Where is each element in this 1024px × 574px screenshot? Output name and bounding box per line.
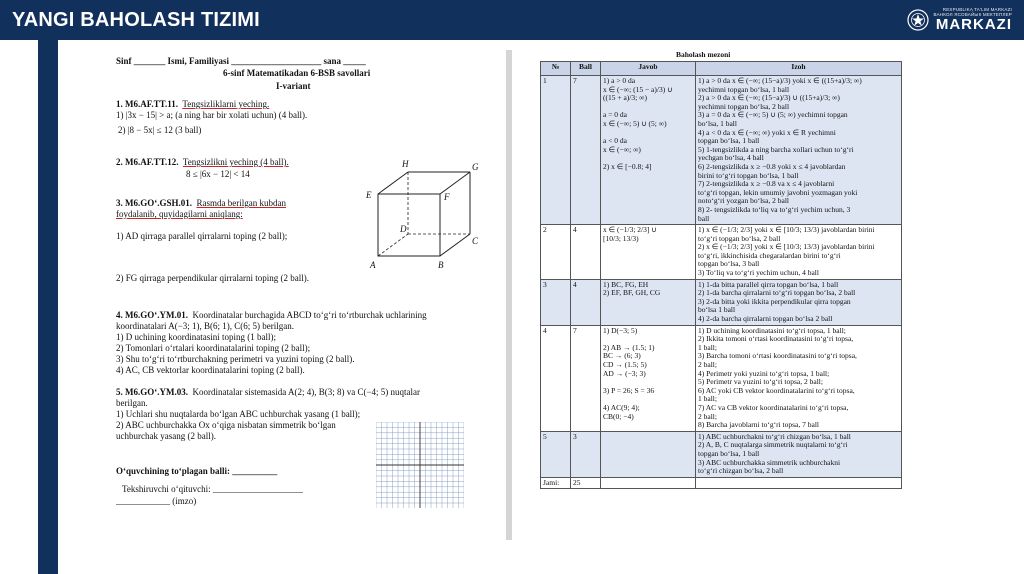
rubric-header-row xyxy=(541,62,902,76)
title-bar xyxy=(0,0,1024,40)
izoh-line: 8) Barcha javoblarni to‘g‘ri topsa, 7 ball xyxy=(698,420,820,430)
javob-line: 3) P = 26; S = 36 xyxy=(603,385,655,395)
cube-label-f: F xyxy=(444,192,450,202)
izoh-line: 1 ball; xyxy=(698,394,717,404)
izoh-line: ball xyxy=(698,213,710,223)
question-4-d: 4) AC, CB vektorlar koordinatalarini toping (2 ball). xyxy=(116,365,305,375)
izoh-line: 7) AC va CB vektor koordinatalarini to‘g‘ri topsa, xyxy=(698,402,849,412)
row-izoh xyxy=(696,325,902,431)
cube-label-h: H xyxy=(402,159,409,169)
izoh-line: topgan bo‘lsa, 1 ball xyxy=(698,448,760,458)
javob-line: 2) x ∈ [−0.8; 4] xyxy=(603,161,652,171)
izoh-line: topgan bo‘lsa, 3 ball xyxy=(698,259,760,269)
row-izoh xyxy=(696,431,902,477)
slide-title: YANGI BAHOLASH TIZIMI xyxy=(12,9,260,31)
izoh-line: to‘g‘ri topgan bo‘lsa, 2 ball xyxy=(698,233,781,243)
izoh-line: 3) ABC uchburchakka simmetrik uchburchakni xyxy=(698,457,841,467)
emblem-icon xyxy=(907,9,929,31)
question-2-heading: 2. M6.AF.TT.12. Tengsizlikni yeching (4 ball). xyxy=(116,157,289,167)
rubric-row xyxy=(541,225,902,280)
question-3-title-2: foydalanib, quyidagilarni aniqlang: xyxy=(116,209,243,219)
izoh-line: 1) 1-da bitta parallel qirra topgan bo‘lsa, 1 ball xyxy=(698,279,839,289)
izoh-line: 1) ABC uchburchakni to‘g‘ri chizgan bo‘lsa, 1 ball xyxy=(698,431,851,441)
izoh-line: 2) a > 0 da x ∈ (−∞; (15−a)/3) ∪ ((15+a)/3; ∞) xyxy=(698,93,840,103)
row-number: 5 xyxy=(541,431,571,477)
izoh-line: 8) 2- tengsizlikda to‘liq va to‘g‘ri yechim uchun, 3 xyxy=(698,204,851,214)
izoh-line: noto‘g‘ri yozgan bo‘lsa, 2 ball xyxy=(698,196,790,206)
row-izoh xyxy=(696,76,902,225)
izoh-line: 4) Perimetr yoki yuzini to‘g‘ri topsa, 1 ball; xyxy=(698,368,830,378)
test-sheet xyxy=(108,48,502,540)
izoh-line: yechgan bo‘lsa, 4 ball xyxy=(698,153,764,163)
row-izoh xyxy=(696,225,902,280)
cube-label-c: C xyxy=(472,236,479,246)
question-5-b2: uchburchak yasang (2 ball). xyxy=(116,431,216,441)
izoh-line: 5) 1-tengsizlikda a ning barcha xollari uchun to‘g‘ri xyxy=(698,144,854,154)
javob-line: 1) BC, FG, EH xyxy=(603,279,649,289)
izoh-line: 1 ball; xyxy=(698,342,717,352)
subject-line: 6-sinf Matematikadan 6-BSB savollari xyxy=(223,68,371,78)
izoh-line: to‘g‘ri chizgan bo‘lsa, 2 ball xyxy=(698,466,784,476)
signature-line: ____________ (imzo) xyxy=(116,496,197,506)
row-javob xyxy=(601,225,696,280)
header-izoh: Izoh xyxy=(696,62,902,76)
row-ball: 7 xyxy=(571,76,601,225)
javob-line: x ∈ (−∞; (15 − a)/3) ∪ xyxy=(603,84,673,94)
header-line: Sinf _______ Ismi, Familiyasi ____________________ sana _____ xyxy=(116,56,366,66)
izoh-line: 2) x ∈ (−1/3; 2/3] yoki x ∈ [10/3; 13/3) javoblardan birini xyxy=(698,242,875,252)
row-ball: 4 xyxy=(571,225,601,280)
brand-subtitle-2: ВАНКОЛ ЯСОВАЙЫК МЕКТЕПЛЕР xyxy=(933,12,1012,17)
rubric-title: Baholash mezoni xyxy=(676,50,731,59)
row-number: 2 xyxy=(541,225,571,280)
row-javob xyxy=(601,76,696,225)
question-4-heading: 4. M6.GO‘.YM.01. Koordinatalar burchagida ABCD to‘g‘ri to‘rtburchak uchlarining xyxy=(116,310,427,320)
izoh-line: to‘g‘ri topgan, lekin umumiy javobni yozmagan yoki xyxy=(698,187,858,197)
izoh-line: topgan bo‘lsa, 1 ball xyxy=(698,136,760,146)
total-row xyxy=(541,477,902,489)
row-javob xyxy=(601,279,696,325)
javob-line: x ∈ (−∞; ∞) xyxy=(603,144,641,154)
row-number: 1 xyxy=(541,76,571,225)
question-3-a: 1) AD qirraga parallel qirralarni toping (2 ball); xyxy=(116,231,288,241)
izoh-line: 4) 2-da barcha qirralarni topgan bo‘lsa 2 ball xyxy=(698,314,833,324)
izoh-line: 2 ball; xyxy=(698,360,717,369)
question-1-a: 1) |3x − 15| > a; (a ning har bir xolati uchun) (4 ball). xyxy=(116,110,308,120)
cube-label-b: B xyxy=(438,260,444,270)
izoh-line: 3) 2-da bitta yoki ikkita perpendikular qirra topgan xyxy=(698,296,851,306)
javob-line: a = 0 da xyxy=(603,110,628,120)
brand-subtitle-1: RESPUBLIKA TA'LIM MARKAZI xyxy=(942,7,1012,12)
question-5-heading: 5. M6.GO‘.YM.03. Koordinatalar sistemasida A(2; 4), B(3; 8) va C(−4; 5) nuqtalar xyxy=(116,387,421,397)
header-ball: Ball xyxy=(571,62,601,76)
izoh-line: yechimni topgan bo‘lsa, 1 ball xyxy=(698,84,790,94)
page-separator xyxy=(506,50,512,540)
cube-label-a: A xyxy=(370,260,376,270)
row-number: 4 xyxy=(541,325,571,431)
izoh-line: 2) Ikkita tomoni o‘rtasi koordinatasini to‘g‘ri topsa, xyxy=(698,334,854,344)
izoh-line: to‘g‘ri, ikkinchisida chegaralardan birini to‘g‘ri xyxy=(698,250,841,260)
izoh-line: 4) a < 0 da x ∈ (−∞; ∞) yoki x ∈ R yechimni xyxy=(698,127,836,137)
question-4-a: 1) D uchining koordinatasini toping (1 ball); xyxy=(116,332,276,342)
javob-line: 4) AC(9; 4); xyxy=(603,402,640,412)
question-5-b1: 2) ABC uchburchakka Ox o‘qiga nisbatan simmetrik bo‘lgan xyxy=(116,420,336,430)
javob-line: 1) D(−3; 5) xyxy=(603,325,638,335)
question-5-a: 1) Uchlari shu nuqtalarda bo‘lgan ABC uchburchak yasang (1 ball); xyxy=(116,409,361,419)
javob-line: 2) AB → (1.5; 1) xyxy=(603,342,655,352)
row-javob xyxy=(601,431,696,477)
question-1-b: 2) |8 − 5x| ≤ 12 (3 ball) xyxy=(118,125,202,135)
izoh-line: 6) 2-tengsizlikda x ≥ −0.8 yoki x ≤ 4 javoblardan xyxy=(698,161,846,171)
izoh-line: yechimni topgan bo‘lsa, 2 ball xyxy=(698,101,790,111)
javob-line: a < 0 da xyxy=(603,136,628,146)
izoh-line: 3) To‘liq va to‘g‘ri yechim uchun, 4 ball xyxy=(698,268,819,278)
question-2-expression: 8 ≤ |6x − 12| < 14 xyxy=(186,169,250,179)
brand-name: MARKAZI xyxy=(935,16,1012,33)
izoh-line: 5) Perimetr va yuzini to‘g‘ri topsa, 2 ball; xyxy=(698,377,823,387)
total-value: 25 xyxy=(571,477,601,489)
left-accent-bar xyxy=(38,40,58,574)
rubric-table xyxy=(540,61,902,489)
row-ball: 7 xyxy=(571,325,601,431)
javob-line: [10/3; 13/3) xyxy=(603,233,639,243)
javob-line: 1) a > 0 da xyxy=(603,76,636,85)
cube-label-g: G xyxy=(472,162,479,172)
izoh-line: bo‘lsa, 1 ball xyxy=(698,118,737,128)
question-4-b: 2) Tomonlari o‘rtalari koordinatalarini toping (2 ball); xyxy=(116,343,311,353)
rubric-row xyxy=(541,431,902,477)
cube-figure xyxy=(360,156,480,308)
javob-line: x ∈ (−1/3; 2/3] ∪ xyxy=(603,225,657,235)
javob-line: AD → (−3; 3) xyxy=(603,368,646,378)
javob-line: CD → (1.5; 5) xyxy=(603,360,647,369)
question-4-c: 3) Shu to‘g‘ri to‘rtburchakning perimetri va yuzini toping (2 ball). xyxy=(116,354,355,364)
row-izoh xyxy=(696,279,902,325)
izoh-line: bo‘lsa 1 ball xyxy=(698,305,736,315)
brand-logo xyxy=(907,5,1012,35)
row-ball: 4 xyxy=(571,279,601,325)
javob-line: 2) EF, BF, GH, CG xyxy=(603,288,661,298)
header-javob: Javob xyxy=(601,62,696,76)
javob-line: x ∈ (−∞; 5) ∪ (5; ∞) xyxy=(603,118,667,128)
izoh-line: 1) x ∈ (−1/3; 2/3] yoki x ∈ [10/3; 13/3) javoblardan birini xyxy=(698,225,875,235)
checker-line: Tekshiruvchi o‘qituvchi: ____________________ xyxy=(122,484,303,494)
rubric-row xyxy=(541,279,902,325)
question-5-line-2: berilgan. xyxy=(116,398,148,408)
question-4-line-2: koordinatalari A(−3; 1), B(6; 1), C(6; 5) berilgan. xyxy=(116,321,295,331)
izoh-line: 3) Barcha tomoni o‘rtasi koordinatasini to‘g‘ri topsa, xyxy=(698,351,857,361)
coordinate-grid xyxy=(376,422,464,508)
izoh-line: 1) D uchining koordinatasini to‘g‘ri topsa, 1 ball; xyxy=(698,325,846,335)
izoh-line: 1) a > 0 da x ∈ (−∞; (15−a)/3) yoki x ∈ ((15+a)/3; ∞) xyxy=(698,76,862,85)
question-3-heading: 3. M6.GO‘.GSH.01. Rasmda berilgan kubdan xyxy=(116,198,286,208)
header-no: № xyxy=(541,62,571,76)
row-number: 3 xyxy=(541,279,571,325)
question-3-b: 2) FG qirraga perpendikular qirralarni toping (2 ball). xyxy=(116,273,309,283)
izoh-line: 2) A, B, C nuqtalarga simmetrik nuqtalarni to‘g‘ri xyxy=(698,440,848,450)
question-1-heading: 1. M6.AF.TT.11. Tengsizliklarni yeching. xyxy=(116,99,270,109)
izoh-line: 2) 1-da barcha qirralarni to‘g‘ri topgan bo‘lsa, 2 ball xyxy=(698,288,856,298)
rubric-row xyxy=(541,76,902,225)
row-javob xyxy=(601,325,696,431)
javob-line: ((15 + a)/3; ∞) xyxy=(603,93,647,103)
rubric-row xyxy=(541,325,902,431)
row-ball: 3 xyxy=(571,431,601,477)
score-label: O‘quvchining to‘plagan balli: __________ xyxy=(116,466,278,476)
izoh-line: birini to‘g‘ri topgan bo‘lsa, 1 ball xyxy=(698,170,799,180)
izoh-line: 6) AC yoki CB vektor koordinatalarini to‘g‘ri topsa, xyxy=(698,385,855,395)
cube-label-d: D xyxy=(400,224,407,234)
total-label: Jami: xyxy=(541,477,571,489)
izoh-line: 2 ball; xyxy=(698,411,717,421)
javob-line: CB(0; −4) xyxy=(603,411,634,421)
javob-line: BC → (6; 3) xyxy=(603,351,641,361)
rubric-sheet xyxy=(516,48,916,540)
izoh-line: 7) 2-tengsizlikda x ≥ −0.8 va x ≤ 4 javoblarni xyxy=(698,179,835,189)
cube-label-e: E xyxy=(366,190,372,200)
variant-label: I-variant xyxy=(276,81,311,91)
izoh-line: 3) a = 0 da x ∈ (−∞; 5) ∪ (5; ∞) yechimni topgan xyxy=(698,110,848,120)
